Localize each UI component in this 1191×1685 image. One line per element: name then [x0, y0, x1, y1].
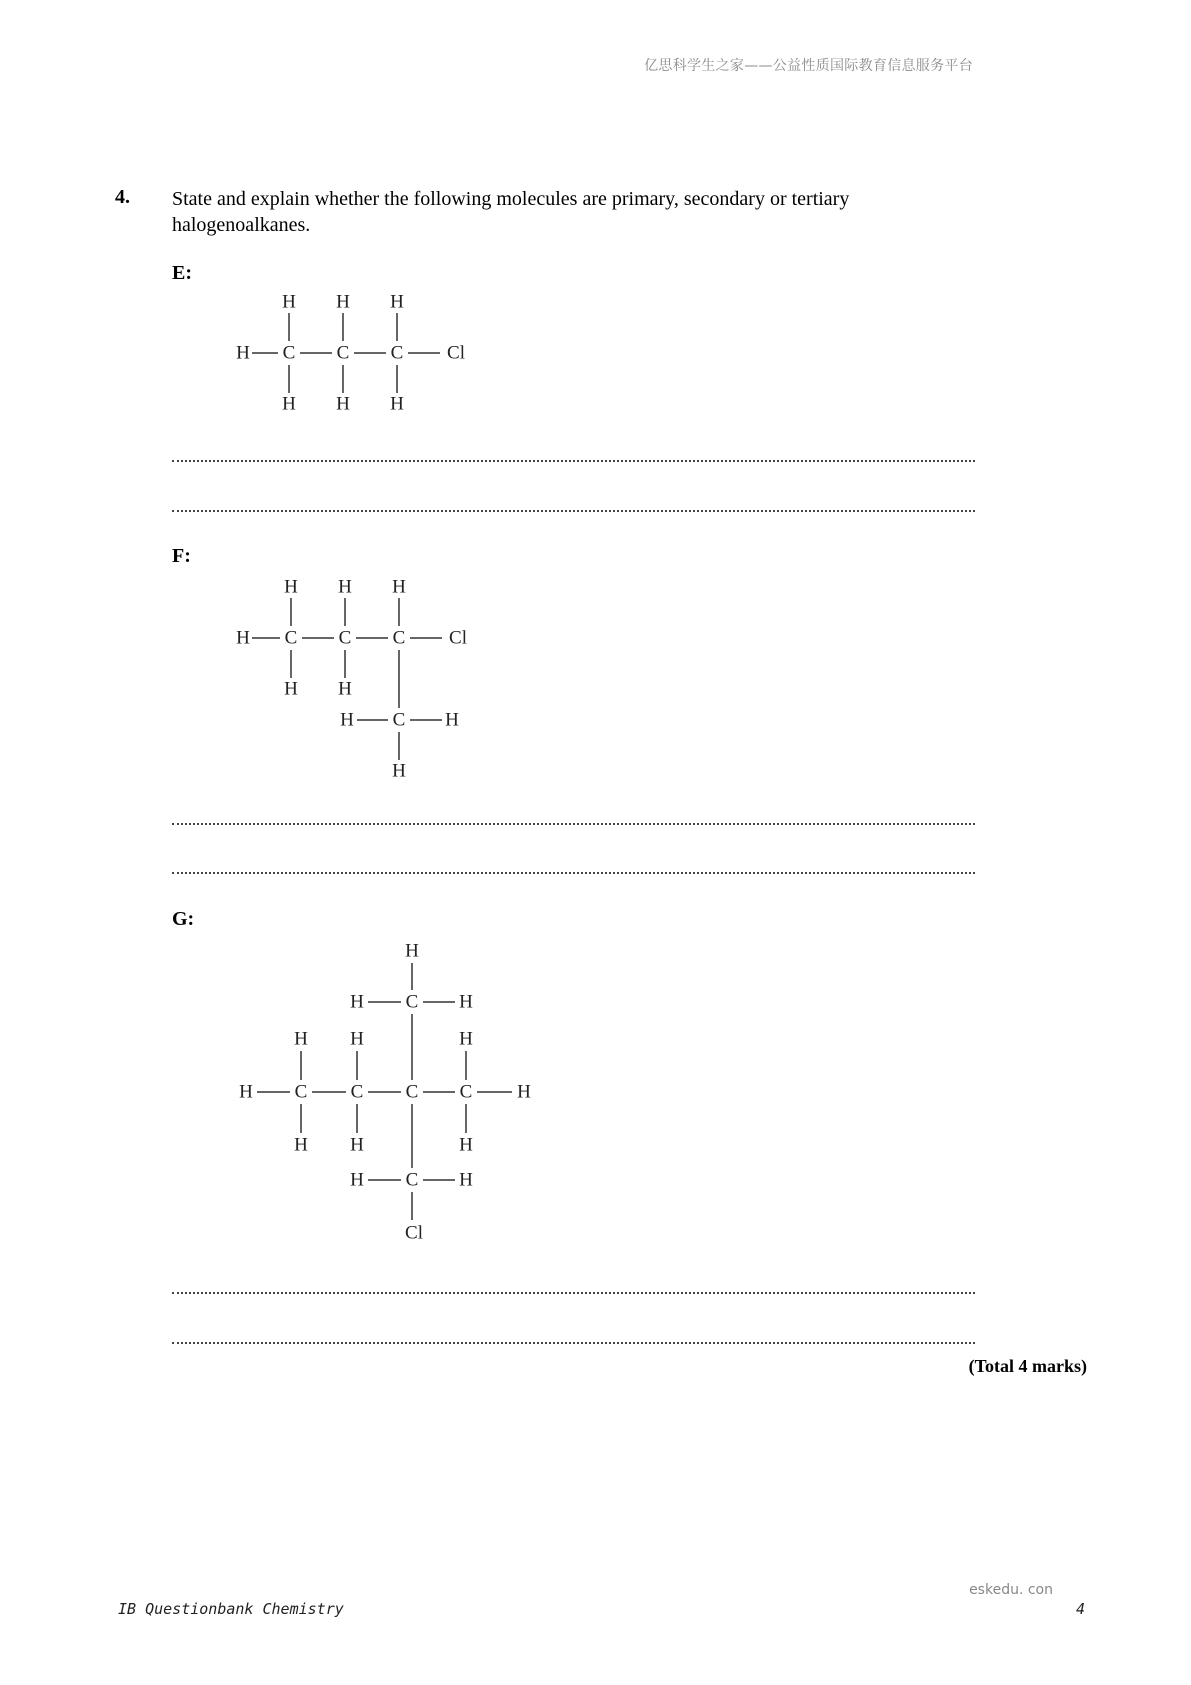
svg-text:H: H — [459, 1169, 473, 1191]
structure-g — [220, 935, 540, 1255]
answer-line-e-2[interactable] — [172, 510, 975, 512]
answer-line-g-2[interactable] — [172, 1342, 975, 1344]
svg-text:H: H — [236, 627, 250, 649]
svg-text:H: H — [350, 1028, 364, 1050]
answer-line-f-1[interactable] — [172, 823, 975, 825]
svg-text:C: C — [282, 342, 296, 364]
svg-text:H: H — [405, 940, 419, 962]
svg-text:H: H — [294, 1028, 308, 1050]
svg-text:C: C — [390, 342, 404, 364]
question-prompt: State and explain whether the following molecules are primary, secondary or tertiary halogenoalkanes. — [172, 188, 850, 236]
svg-text:H: H — [236, 342, 250, 364]
svg-text:H: H — [350, 1169, 364, 1191]
part-g-label: G: — [172, 908, 195, 930]
svg-text:C: C — [338, 627, 352, 649]
svg-text:H: H — [459, 1028, 473, 1050]
svg-text:C: C — [405, 1169, 419, 1191]
svg-text:H: H — [517, 1081, 531, 1103]
svg-text:C: C — [350, 1081, 364, 1103]
footer-title: IB Questionbank Chemistry — [118, 1600, 344, 1618]
svg-text:H: H — [390, 291, 404, 313]
footer-site: eskedu. con — [969, 1582, 1053, 1598]
svg-text:H: H — [350, 991, 364, 1013]
svg-text:H: H — [282, 393, 296, 415]
answer-line-e-1[interactable] — [172, 460, 975, 462]
svg-text:H: H — [392, 576, 406, 598]
question-number: 4. — [115, 186, 130, 208]
answer-line-f-2[interactable] — [172, 872, 975, 874]
svg-text:C: C — [284, 627, 298, 649]
svg-text:C: C — [405, 1081, 419, 1103]
svg-text:H: H — [338, 576, 352, 598]
structure-f — [220, 565, 480, 795]
svg-text:H: H — [282, 291, 296, 313]
svg-text:C: C — [459, 1081, 473, 1103]
svg-text:H: H — [336, 291, 350, 313]
svg-text:H: H — [294, 1134, 308, 1156]
svg-text:Cl: Cl — [405, 1222, 423, 1244]
svg-text:C: C — [294, 1081, 308, 1103]
header-site-text: 亿思科学生之家——公益性质国际教育信息服务平台 — [644, 58, 973, 74]
svg-text:H: H — [239, 1081, 253, 1103]
svg-text:H: H — [336, 393, 350, 415]
page-number: 4 — [1075, 1600, 1085, 1618]
answer-line-g-1[interactable] — [172, 1292, 975, 1294]
svg-text:C: C — [405, 991, 419, 1013]
svg-text:C: C — [392, 709, 406, 731]
svg-text:H: H — [350, 1134, 364, 1156]
svg-text:H: H — [338, 678, 352, 700]
svg-text:H: H — [284, 576, 298, 598]
svg-text:Cl: Cl — [449, 627, 467, 649]
svg-text:C: C — [392, 627, 406, 649]
svg-text:H: H — [392, 760, 406, 782]
part-f-label: F: — [172, 545, 191, 567]
svg-text:C: C — [336, 342, 350, 364]
svg-text:H: H — [284, 678, 298, 700]
svg-text:H: H — [445, 709, 459, 731]
svg-text:H: H — [459, 991, 473, 1013]
part-e-label: E: — [172, 262, 192, 284]
total-marks: (Total 4 marks) — [968, 1356, 1087, 1376]
svg-text:H: H — [390, 393, 404, 415]
svg-text:H: H — [459, 1134, 473, 1156]
svg-text:Cl: Cl — [447, 342, 465, 364]
structure-e — [220, 280, 480, 420]
svg-text:H: H — [340, 709, 354, 731]
